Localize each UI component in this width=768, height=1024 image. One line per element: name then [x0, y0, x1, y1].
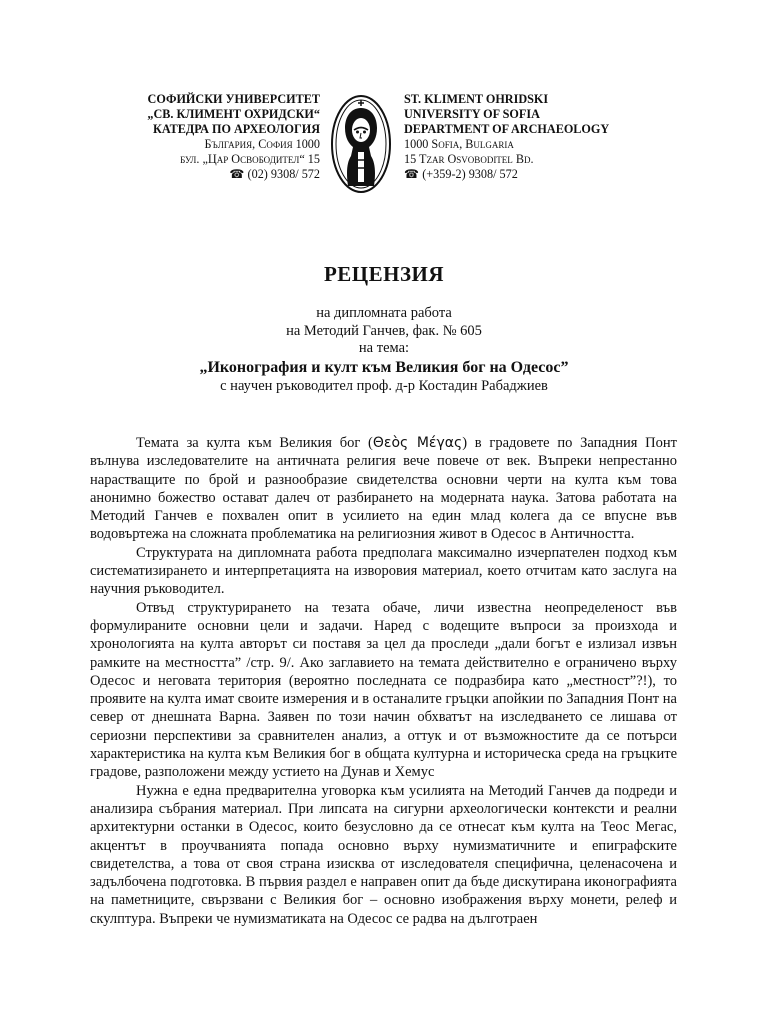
letterhead-english	[404, 92, 664, 182]
paragraph-3: Отвъд структурирането на тезата обаче, личи известна неопределеност във формулираните основни цели и задачи. Наред с водещите въпроси за произхода и хронологията на култа авторът си поставя за цел да проследи „дали богът е излизал извън рамките на местността” /стр. 9/. Ако заглавието на темата действително е ограничено върху Одесос и неговата територия (вероятно последната се подразбира като „местност”?!), то проявите на култа имат своите измерения и в останалите гръцки апойкии по Западния Понт на север от днешната Варна. Заявен по този начин обхватът на изследването се лишава от сериозни перспективи за сравнителен анализ, а оттук и от възможностите да се потърси характеристика на култа към Великия бог в общата културна и историческа среда на гръцките градове, разположени между устието на Дунав и Хемус	[90, 599, 677, 781]
university-seal-icon	[330, 94, 392, 198]
document-subheading	[0, 305, 768, 395]
subheading-line-2: на Методий Ганчев, фак. № 605	[286, 322, 482, 339]
thesis-title: „Иконография и култ към Великия бог на Одесос”	[199, 358, 569, 376]
paragraph-1	[90, 434, 677, 544]
paragraph-2: Структурата на дипломната работа предполага максимално изчерпателен подход към систематизирането и интерпретацията на изворовия материал, което отчитам като заслуга на научния ръководител.	[90, 544, 677, 598]
letterhead-bulgarian	[120, 92, 320, 182]
department-name-en: DEPARTMENT OF ARCHAEOLOGY	[404, 122, 610, 136]
review-body	[90, 434, 677, 928]
subheading-line-3: на тема:	[358, 340, 410, 356]
address-street-en: 15 Tzar Osvoboditel Bd.	[404, 152, 534, 166]
department-name-bg: КАТЕДРА ПО АРХЕОЛОГИЯ	[153, 122, 320, 136]
greek-term: Θεὸς Μέγας	[372, 435, 463, 451]
address-country-en: 1000 Sofia, Bulgaria	[404, 137, 514, 151]
letterhead	[0, 92, 768, 202]
paragraph-1-start: Темата за култа към Великия бог (	[136, 435, 373, 451]
university-name-en: UNIVERSITY OF SOFIA	[404, 107, 540, 121]
university-patron-en: ST. KLIMENT OHRIDSKI	[404, 92, 549, 106]
subheading-line-1: на дипломната работа	[316, 305, 452, 321]
phone-bg: ☎ (02) 9308/ 572	[229, 167, 320, 181]
university-patron-bg: „СВ. КЛИМЕНТ ОХРИДСКИ“	[147, 107, 320, 121]
address-country-bg: България, София 1000	[204, 137, 320, 151]
supervisor-line: с научен ръководител проф. д-р Костадин Рабаджиев	[220, 377, 548, 394]
address-street-bg: бул. „Цар Освободител“ 15	[180, 152, 320, 166]
paragraph-1-rest: ) в градовете по Западния Понт вълнува изследователите на античната религия вече повече от век. Въпреки непрестанно нарастващите по брой и разнообразие свидетелства основни черти на култа към това анонимно божество остават далеч от разбирането на модерната наука. Затова работата на Методий Ганчев е похвален опит в усилието на един млад колега да се впусне във водовъртежа на сложната проблематика на религиозния живот в Одесос в Античността.	[90, 435, 677, 543]
phone-en: ☎ (+359-2) 9308/ 572	[404, 167, 518, 181]
university-name-bg: СОФИЙСКИ УНИВЕРСИТЕТ	[147, 92, 320, 106]
document-title: РЕЦЕНЗИЯ	[323, 262, 445, 286]
paragraph-4: Нужна е една предварителна уговорка към усилията на Методий Ганчев да подреди и анализира събрания материал. При липсата на сигурни археологически контексти и реални архитектурни останки в Одесос, които безусловно да се отнесат към култа на Теос Мегас, акцентът в проучванията попада основно върху нумизматичните и епиграфските свидетелства, а това от своя страна изисква от изследователя специфична, целенасочена и задълбочена подготовка. В първия раздел е направен опит да бъде дискутирана иконографията на паметниците, свързвани с Великия бог – основно изображения върху монети, релеф и скулптура. Въпреки че нумизматиката на Одесос се радва на дълготраен	[90, 782, 677, 927]
